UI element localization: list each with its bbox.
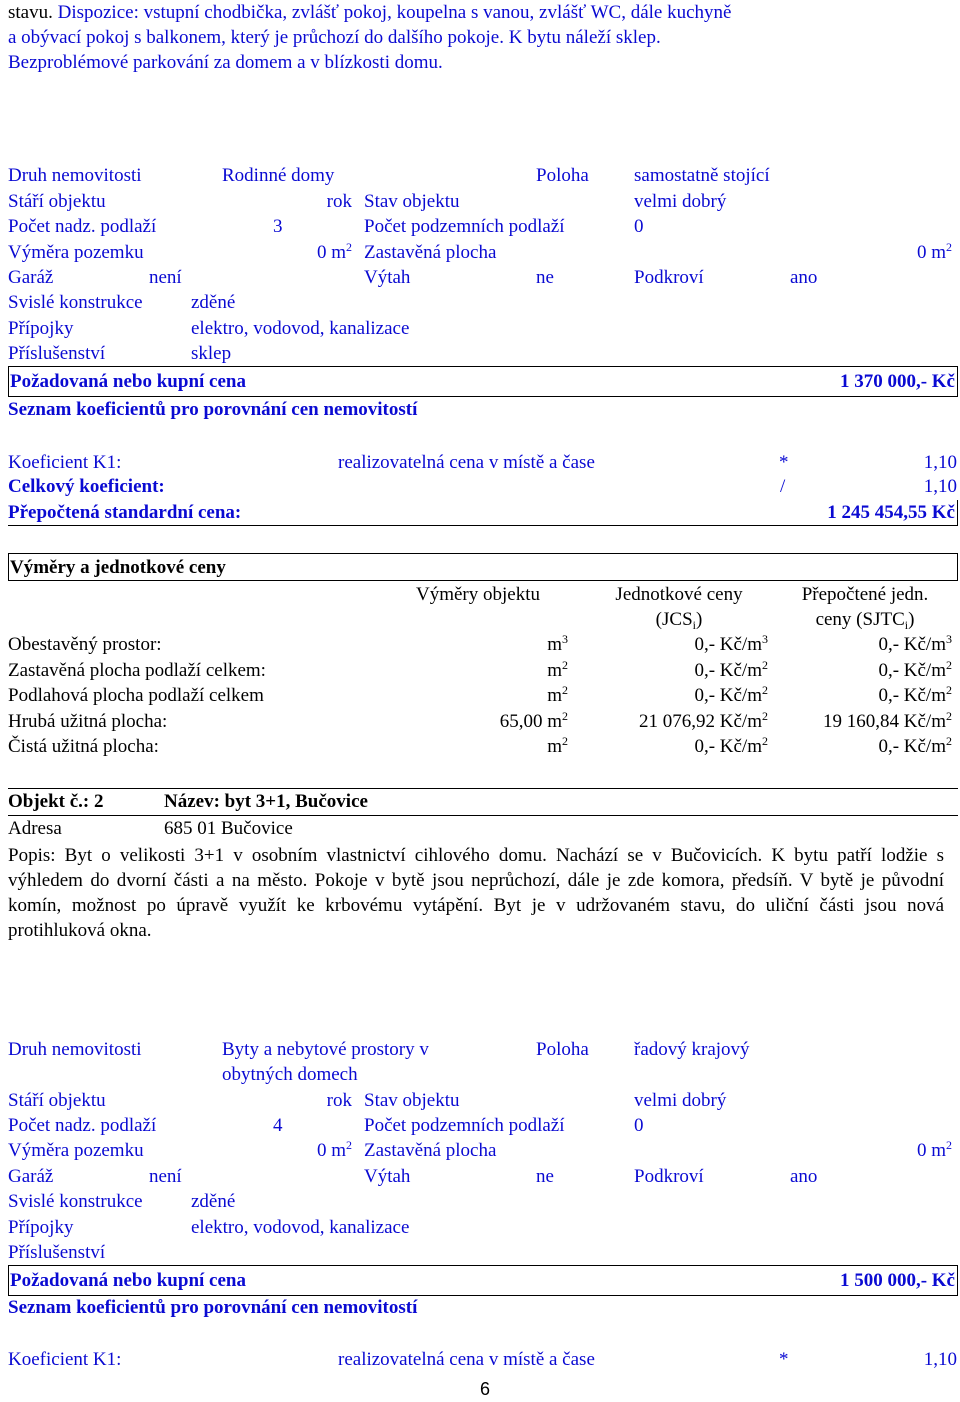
p1-svisle-value: zděné xyxy=(191,292,236,313)
p2-svisle-value: zděné xyxy=(191,1191,236,1212)
intro-line-2: a obývací pokoj s balkonem, který je průchozí do dalšího pokoje. K bytu náleží sklep. xyxy=(8,27,661,48)
p2-poloha-value: řadový krajový xyxy=(634,1039,750,1060)
p1-vymera-value: 0 $m^2$ xyxy=(316,240,352,263)
p2-prislusenstvi-label: Příslušenství xyxy=(8,1242,106,1263)
p2-podzemni-label: Počet podzemních podlaží xyxy=(364,1115,565,1136)
vymery-row-label: Podlahová plocha podlaží celkem xyxy=(8,685,264,706)
vymery-row-area: $m^2$ xyxy=(547,734,568,757)
p1-cena-value: 1 370 000,- Kč xyxy=(839,371,955,392)
p1-k1-label: Koeficient K1: xyxy=(8,452,122,473)
p1-druh-label: Druh nemovitosti xyxy=(8,165,142,186)
vymery-row-area: $m^2$ xyxy=(547,683,568,706)
intro-line-1 xyxy=(8,0,731,25)
vymery-row-sjtc: 0,- $Kč/m^2$ xyxy=(878,683,952,706)
p1-vytah-label: Výtah xyxy=(364,267,411,288)
p1-podlazi-label: Počet nadz. podlaží xyxy=(8,216,157,237)
intro-line-3: Bezproblémové parkování za domem a v blízkosti domu. xyxy=(8,52,443,73)
object2-popis: Popis: Byt o velikosti 3+1 v osobním vlastnictví cihlového domu. Nachází se v Bučovicích. K bytu patří lodžie s výhledem do dvorní části a na město. Pokoje v bytě jsou neprůchozí, dále je zde komora, předsíň. V bytě je původní komín, možnost po úpravě využít ke krbovému vytápění. Byt je v udržovaném stavu, do uliční části jsou nová protihluková okna. xyxy=(8,845,944,941)
p1-pripojky-value: elektro, vodovod, kanalizace xyxy=(191,318,410,339)
p1-garaz-value: není xyxy=(149,267,182,288)
p2-cena-label: Požadovaná nebo kupní cena xyxy=(10,1270,246,1291)
p1-prislusenstvi-value: sklep xyxy=(191,343,232,364)
vymery-row-sjtc: 0,- $Kč/m^2$ xyxy=(878,734,952,757)
p1-druh-value: Rodinné domy xyxy=(222,165,335,186)
p1-garaz-label: Garáž xyxy=(8,267,54,288)
object2-objekt-label: Objekt č.: 2 xyxy=(8,791,104,812)
vymery-row-jcs: 0,- $Kč/m^2$ xyxy=(694,683,768,706)
vymery-row-jcs: 0,- $Kč/m^2$ xyxy=(694,658,768,681)
p1-prepoctena-right-rule xyxy=(957,500,958,525)
p2-cena-value: 1 500 000,- Kč xyxy=(839,1270,955,1291)
vymery-row-jcs: 0,- $Kč/m^3$ xyxy=(694,632,768,655)
p1-svisle-label: Svislé konstrukce xyxy=(8,292,143,313)
p1-podkrovi-value: ano xyxy=(790,267,818,288)
vymery-col-sjtc-1: Přepočtené jedn. xyxy=(801,584,929,605)
p2-seznam-label: Seznam koeficientů pro porovnání cen nemovitostí xyxy=(8,1297,418,1318)
p2-k1-op: * xyxy=(779,1349,789,1370)
intro-prefix: stavu. xyxy=(8,2,58,23)
p2-podzemni-value: 0 xyxy=(634,1115,644,1136)
p2-podkrovi-value: ano xyxy=(790,1166,818,1187)
object2-title-rule xyxy=(8,815,958,816)
p1-price-top-rule xyxy=(8,366,958,367)
vymery-bottom-rule xyxy=(8,580,958,581)
p2-stav-value: velmi dobrý xyxy=(634,1090,727,1111)
vymery-col-jcs-2: $(JCS_i)$ xyxy=(655,609,703,632)
p1-celkovy-label: Celkový koeficient: xyxy=(8,476,165,497)
p2-price-right-rule xyxy=(957,1265,958,1295)
p2-poloha-label: Poloha xyxy=(536,1039,589,1060)
vymery-col-objekt: Výměry objektu xyxy=(416,584,541,605)
vymery-row-sjtc: 19 160,84 $Kč/m^2$ xyxy=(823,709,952,732)
p2-garaz-value: není xyxy=(149,1166,182,1187)
vymery-top-rule xyxy=(8,553,958,554)
p1-stav-label: Stav objektu xyxy=(364,191,460,212)
p1-cena-label: Požadovaná nebo kupní cena xyxy=(10,371,246,392)
p1-stari-label: Stáří objektu xyxy=(8,191,106,212)
p1-prepoctena-rule xyxy=(8,525,958,526)
p2-zastavena-label: Zastavěná plocha xyxy=(364,1140,497,1161)
p2-svisle-label: Svislé konstrukce xyxy=(8,1191,143,1212)
p1-stav-value: velmi dobrý xyxy=(634,191,727,212)
p2-zastavena-value: 0 $m^2$ xyxy=(916,1138,952,1161)
p1-price-right-rule xyxy=(957,366,958,396)
p1-podzemni-label: Počet podzemních podlaží xyxy=(364,216,565,237)
p2-podkrovi-label: Podkroví xyxy=(634,1166,704,1187)
p2-stari-label: Stáří objektu xyxy=(8,1090,106,1111)
p2-druh-value-2: obytných domech xyxy=(222,1064,358,1085)
p2-druh-value-1: Byty a nebytové prostory v xyxy=(222,1039,429,1060)
vymery-title: Výměry a jednotkové ceny xyxy=(10,557,226,578)
p1-poloha-label: Poloha xyxy=(536,165,589,186)
p2-vytah-label: Výtah xyxy=(364,1166,411,1187)
vymery-row-sjtc: 0,- $Kč/m^2$ xyxy=(878,658,952,681)
p2-vymera-label: Výměra pozemku xyxy=(8,1140,144,1161)
object2-adresa-value: 685 01 Bučovice xyxy=(164,818,293,839)
p2-k1-label: Koeficient K1: xyxy=(8,1349,122,1370)
p2-stav-label: Stav objektu xyxy=(364,1090,460,1111)
vymery-row-sjtc: 0,- $Kč/m^3$ xyxy=(878,632,952,655)
p2-druh-label: Druh nemovitosti xyxy=(8,1039,142,1060)
p2-vymera-value: 0 $m^2$ xyxy=(316,1138,352,1161)
p1-celkovy-value: 1,10 xyxy=(923,476,957,497)
vymery-row-label: Čistá užitná plocha: xyxy=(8,736,159,757)
p2-pripojky-label: Přípojky xyxy=(8,1217,74,1238)
p1-celkovy-op: / xyxy=(780,476,786,497)
vymery-row-label: Hrubá užitná plocha: xyxy=(8,711,168,732)
p2-pripojky-value: elektro, vodovod, kanalizace xyxy=(191,1217,410,1238)
p2-price-left-rule xyxy=(8,1265,9,1295)
p1-k1-op: * xyxy=(779,452,789,473)
p1-pripojky-label: Přípojky xyxy=(8,318,74,339)
p1-price-left-rule xyxy=(8,366,9,396)
p1-zastavena-value: 0 $m^2$ xyxy=(916,240,952,263)
p1-prislusenstvi-label: Příslušenství xyxy=(8,343,106,364)
p2-podlazi-value: 4 xyxy=(273,1115,283,1136)
vymery-row-area: $m^2$ xyxy=(547,658,568,681)
vymery-row-jcs: 0,- $Kč/m^2$ xyxy=(694,734,768,757)
vymery-row-label: Zastavěná plocha podlaží celkem: xyxy=(8,660,266,681)
p2-podlazi-label: Počet nadz. podlaží xyxy=(8,1115,157,1136)
p2-k1-desc: realizovatelná cena v místě a čase xyxy=(338,1349,595,1370)
p1-prepoctena-value: 1 245 454,55 Kč xyxy=(827,502,955,523)
p1-zastavena-label: Zastavěná plocha xyxy=(364,242,497,263)
vymery-left-rule xyxy=(8,553,9,580)
p1-vymera-label: Výměra pozemku xyxy=(8,242,144,263)
object2-top-rule xyxy=(8,788,958,789)
p2-price-top-rule xyxy=(8,1265,958,1266)
p1-podzemni-value: 0 xyxy=(634,216,644,237)
intro-dispozice: Dispozice: vstupní chodbička, zvlášť pokoj, koupelna s vanou, zvlášť WC, dále kuchyně xyxy=(57,2,732,23)
object2-nazev-label: Název: byt 3+1, Bučovice xyxy=(164,791,368,812)
p1-vytah-value: ne xyxy=(536,267,554,288)
page-number: 6 xyxy=(480,1379,491,1399)
p1-seznam-label: Seznam koeficientů pro porovnání cen nemovitostí xyxy=(8,399,418,420)
vymery-row-area: 65,00 $m^2$ xyxy=(499,709,568,732)
p1-k1-value: 1,10 xyxy=(923,452,957,473)
p1-k1-desc: realizovatelná cena v místě a čase xyxy=(338,452,595,473)
p2-garaz-label: Garáž xyxy=(8,1166,54,1187)
vymery-col-jcs-1: Jednotkové ceny xyxy=(615,584,743,605)
p1-stari-unit: rok xyxy=(326,191,352,212)
vymery-row-jcs: 21 076,92 $Kč/m^2$ xyxy=(639,709,768,732)
object2-adresa-label: Adresa xyxy=(8,818,62,839)
vymery-right-rule xyxy=(957,553,958,580)
p2-stari-unit: rok xyxy=(326,1090,352,1111)
p1-podkrovi-label: Podkroví xyxy=(634,267,704,288)
vymery-row-label: Obestavěný prostor: xyxy=(8,634,162,655)
vymery-row-area: $m^3$ xyxy=(547,632,568,655)
p2-vytah-value: ne xyxy=(536,1166,554,1187)
p1-podlazi-value: 3 xyxy=(273,216,283,237)
p2-k1-value: 1,10 xyxy=(923,1349,957,1370)
vymery-col-sjtc-2: ceny $(SJTC_i)$ xyxy=(815,609,915,632)
p1-prepoctena-label: Přepočtená standardní cena: xyxy=(8,502,242,523)
p1-poloha-value: samostatně stojící xyxy=(634,165,770,186)
